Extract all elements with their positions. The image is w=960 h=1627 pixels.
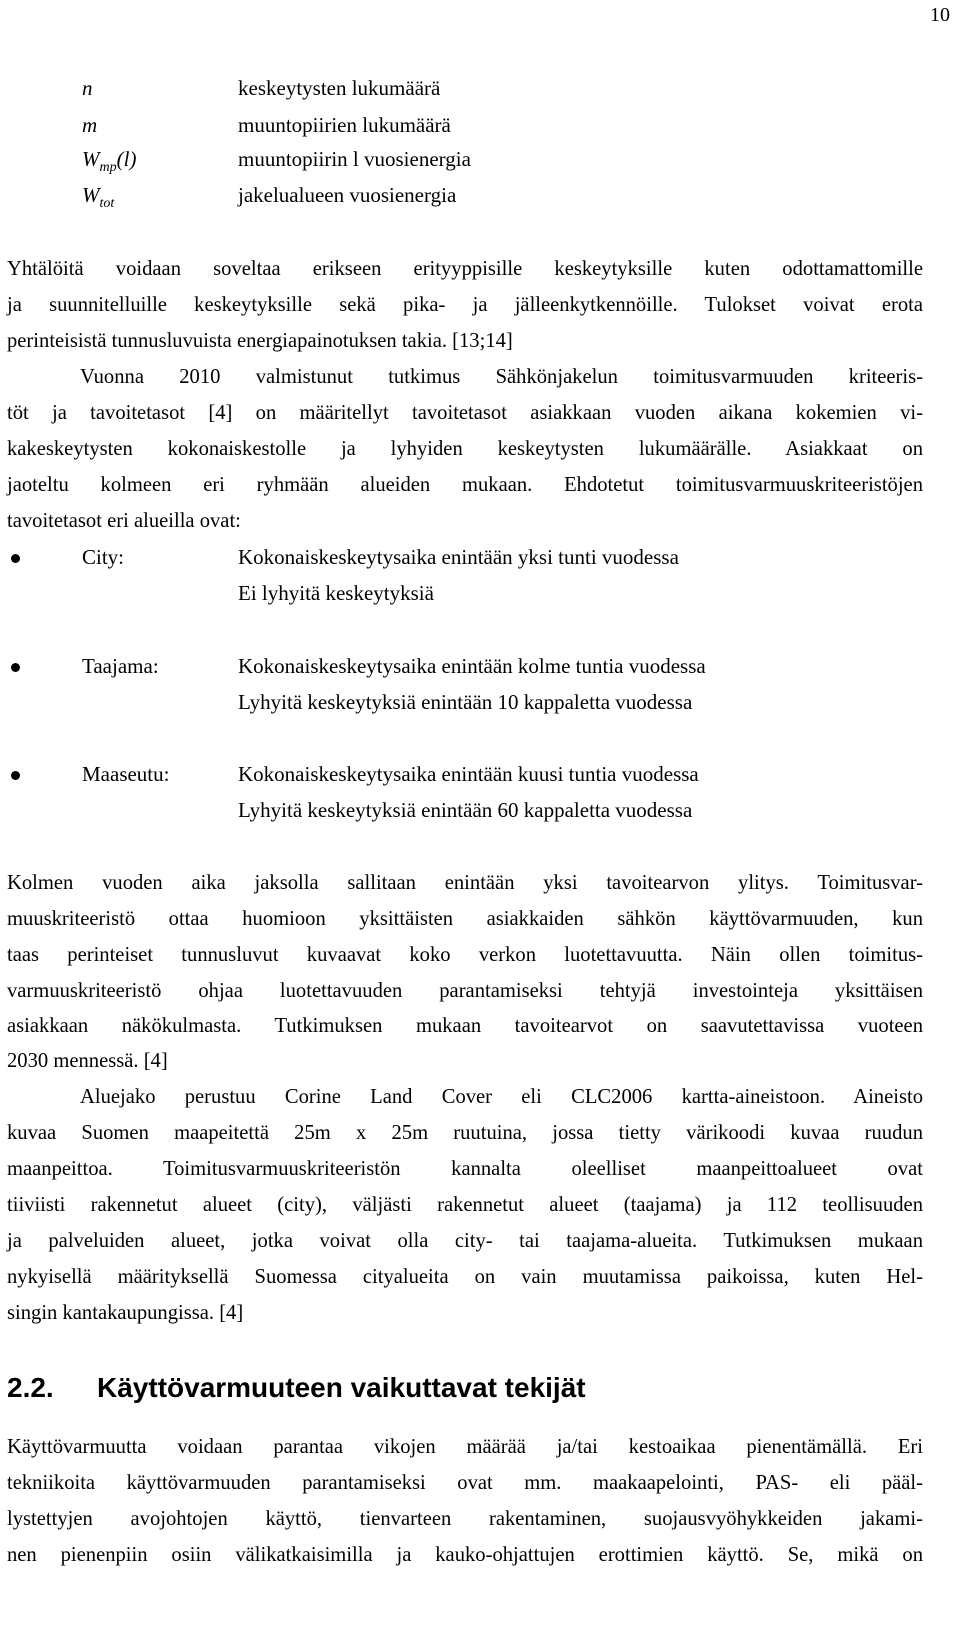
paragraph-line: asiakkaan näkökulmasta. Tutkimuksen mukaan tavoitearvot on saavutettavissa vuoteen	[7, 1015, 923, 1037]
paragraph-line: maanpeittoa. Toimitusvarmuuskriteeristön kannalta oleelliset maanpeittoalueet ovat	[7, 1158, 923, 1180]
criteria-item: Lyhyitä keskeytyksiä enintään 10 kappaletta vuodessa	[238, 690, 693, 714]
paragraph-line: Kolmen vuoden aika jaksolla sallitaan enintään yksi tavoitearvon ylitys. Toimitusvar-	[7, 872, 923, 894]
paragraph-line: 2030 mennessä. [4]	[7, 1050, 168, 1072]
paragraph-line: nen pienenpiin osiin välikatkaisimilla ja kauko-ohjattujen erottimien käyttö. Se, mikä on	[7, 1544, 923, 1566]
paragraph-line: Aluejako perustuu Corine Land Cover eli CLC2006 kartta-aineistoon. Aineisto	[80, 1086, 923, 1108]
criteria-label-city: City:	[82, 545, 125, 569]
paragraph-line: tekniikoita käyttövarmuuden parantamiseksi ovat mm. maakaapelointi, PAS- eli pääl-	[7, 1472, 923, 1494]
bullet-icon	[11, 663, 20, 672]
criteria-item: Ei lyhyitä keskeytyksiä	[238, 581, 434, 605]
paragraph-line: tavoitetasot eri alueilla ovat:	[7, 510, 241, 532]
paragraph-line: nykyisellä määrityksellä Suomessa cityalueita on vain muutamissa paikoissa, kuten Hel-	[7, 1266, 923, 1288]
symbol-subscript: mp	[99, 159, 117, 175]
paragraph-line: kakeskeytysten kokonaiskestolle ja lyhyiden keskeytysten lukumäärälle. Asiakkaat on	[7, 438, 923, 460]
symbol-m	[82, 113, 97, 138]
criteria-item: Kokonaiskeskeytysaika enintään yksi tunti vuodessa	[238, 545, 679, 569]
criteria-label-maaseutu: Maaseutu:	[82, 762, 170, 786]
paragraph-line: ja palveluiden alueet, jotka voivat olla city- tai taajama-alueita. Tutkimuksen mukaan	[7, 1230, 923, 1252]
page-number: 10	[930, 4, 950, 26]
paragraph-line: ja suunnitelluille keskeytyksille sekä pika- ja jälleenkytkennöille. Tulokset voivat erota	[7, 294, 923, 316]
paragraph-line: perinteisistä tunnusluvuista energiapainotuksen takia. [13;14]	[7, 330, 513, 352]
criteria-item: Kokonaiskeskeytysaika enintään kolme tuntia vuodessa	[238, 654, 706, 678]
paragraph-line: lystettyjen avojohtojen käyttö, tienvarteen rakentaminen, suojausvyöhykkeiden jakami-	[7, 1508, 923, 1530]
paragraph-line: kuvaa Suomen maapeitettä 25m x 25m ruutuina, jossa tietty värikoodi kuvaa ruudun	[7, 1122, 923, 1144]
bullet-icon	[11, 771, 20, 780]
symbol-letter: W	[82, 183, 100, 207]
paragraph-line: tiiviisti rakennetut alueet (city), väljästi rakennetut alueet (taajama) ja 112 teollisuuden	[7, 1194, 923, 1216]
criteria-item: Lyhyitä keskeytyksiä enintään 60 kappaletta vuodessa	[238, 798, 693, 822]
section-number: 2.2.	[7, 1372, 54, 1403]
symbol-letter: m	[82, 113, 98, 137]
symbol-wtot	[82, 183, 115, 211]
symbol-letter: n	[82, 76, 93, 100]
paragraph-line: taas perinteiset tunnusluvut kuvaavat koko verkon luotettavuutta. Näin ollen toimitus-	[7, 944, 923, 966]
paragraph-line: muuskriteeristö ottaa huomioon yksittäisten asiakkaiden sähkön käyttövarmuuden, kun	[7, 908, 923, 930]
paragraph-line: Vuonna 2010 valmistunut tutkimus Sähkönjakelun toimitusvarmuuden kriteeris-	[80, 366, 923, 388]
symbol-n	[82, 76, 93, 101]
paragraph-line: varmuuskriteeristö ohjaa luotettavuuden parantamiseksi tehtyjä investointeja yksittäisen	[7, 980, 923, 1002]
symbol-description: muuntopiirin l vuosienergia	[238, 147, 471, 171]
symbol-description: muuntopiirien lukumäärä	[238, 113, 451, 137]
criteria-label-taajama: Taajama:	[82, 654, 159, 678]
paragraph-line: Yhtälöitä voidaan soveltaa erikseen erityyppisille keskeytyksille kuten odottamattomille	[7, 258, 923, 280]
paragraph-line: singin kantakaupungissa. [4]	[7, 1302, 244, 1324]
symbol-description: keskeytysten lukumäärä	[238, 76, 441, 100]
symbol-wmp	[82, 147, 137, 175]
symbol-suffix: (l)	[116, 147, 137, 171]
symbol-description: jakelualueen vuosienergia	[238, 183, 457, 207]
paragraph-line: Käyttövarmuutta voidaan parantaa vikojen määrää ja/tai kestoaikaa pienentämällä. Eri	[7, 1436, 923, 1458]
bullet-icon	[11, 554, 20, 563]
paragraph-line: jaoteltu kolmeen eri ryhmään alueiden mukaan. Ehdotetut toimitusvarmuuskriteeristöjen	[7, 474, 923, 496]
paragraph-line: töt ja tavoitetasot [4] on määritellyt tavoitetasot asiakkaan vuoden aikana kokemien vi-	[7, 402, 923, 424]
symbol-letter: W	[82, 147, 100, 171]
section-title: Käyttövarmuuteen vaikuttavat tekijät	[97, 1372, 586, 1403]
symbol-subscript: tot	[99, 195, 115, 211]
criteria-item: Kokonaiskeskeytysaika enintään kuusi tuntia vuodessa	[238, 762, 699, 786]
